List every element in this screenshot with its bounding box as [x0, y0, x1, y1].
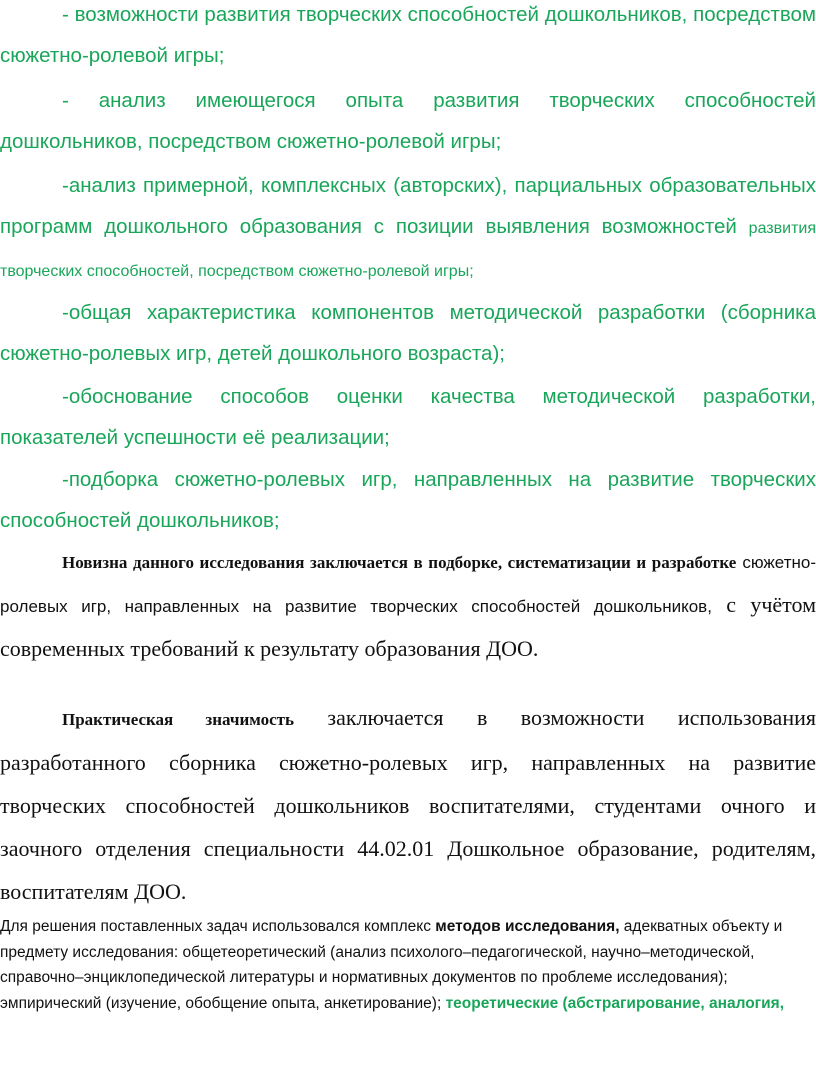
novelty-bold: Новизна данного исследования заключается в подборке, систематизации и разработке [62, 553, 737, 572]
practical-paragraph [0, 696, 816, 913]
goal-item-4: -общая характеристика компонентов методической разработки (сборника сюжетно-ролевых игр, детей дошкольного возраста); [0, 301, 816, 365]
goal-item-2: - анализ имеющегося опыта развития творческих способностей дошкольников, посредством сюжетно-ролевой игры; [0, 89, 816, 153]
novelty-small: сюжетно-ролевых игр, направленных на развитие творческих способностей дошкольников, [0, 553, 816, 616]
methods-paragraph [0, 914, 816, 1016]
goal-item-5: -обоснование способов оценки качества методической разработки, показателей успешности её реализации; [0, 385, 816, 449]
practical-bold: Практическая значимость [62, 710, 294, 729]
methods-green: теоретические (абстрагирование, аналогия, [445, 994, 785, 1012]
methods-rest: адекватных объекту и предмету исследования: общетеоретический (анализ психолого–педагогической, научно–методической, справочно–энциклопедической литературы и нормативных документов по проблеме исследования); эмпирический (изучение, обобщение опыта, анкетирование); [0, 918, 783, 1012]
goal-item-3-tail: развития творческих способностей, посредством сюжетно-ролевой игры; [0, 220, 816, 280]
goal-item-3-main: -анализ примерной, комплексных (авторских), парциальных образовательных программ дошкольного образования с позиции выявления возможностей [0, 174, 816, 238]
novelty-rest: с учётом современных требований к результату образования ДОО. [0, 592, 816, 661]
practical-rest: заключается в возможности использования разработанного сборника сюжетно-ролевых игр, направленных на развитие творческих способностей дошкольников воспитателями, студентами очного и заочного отделения специальности 44.02.01 Дошкольное образование, родителям, воспитателям ДОО. [0, 705, 816, 904]
goal-item-6: -подборка сюжетно-ролевых игр, направленных на развитие творческих способностей дошкольников; [0, 468, 816, 532]
novelty-paragraph [0, 540, 816, 670]
methods-bold: методов исследования, [435, 918, 620, 935]
goal-item-1: - возможности развития творческих способностей дошкольников, посредством сюжетно-ролевой игры; [0, 3, 816, 67]
methods-intro: Для решения поставленных задач использовался комплекс [0, 918, 436, 935]
goal-item-3 [0, 165, 816, 292]
